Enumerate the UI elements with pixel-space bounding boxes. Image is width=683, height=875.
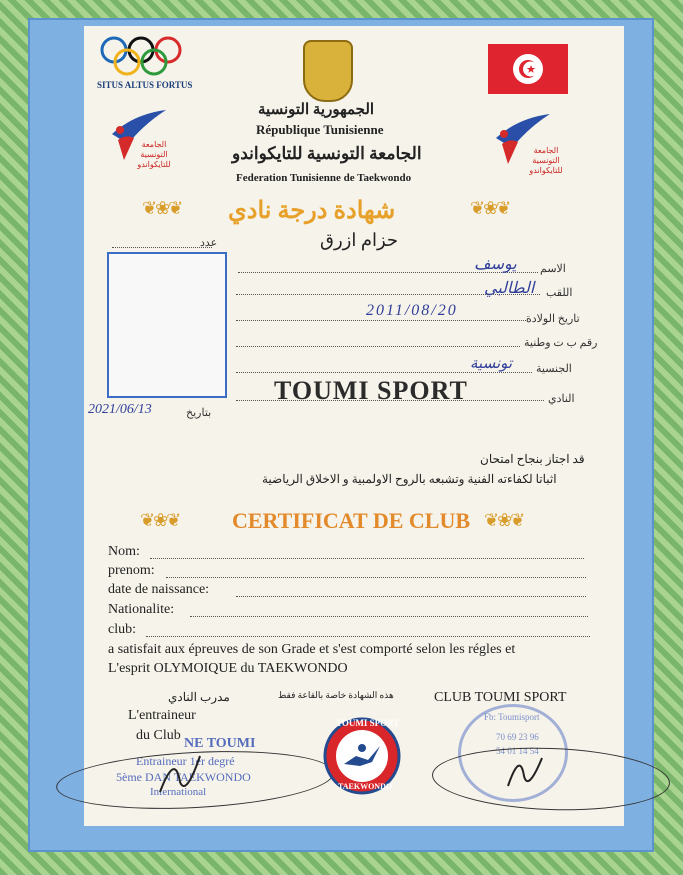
club-fr-line: [146, 636, 590, 637]
birth-fr-label: date de naissance:: [108, 582, 210, 597]
olympic-motto: SITUS ALTUS FORTUS: [97, 80, 193, 90]
tunisia-flag-icon: [488, 44, 568, 94]
statement-fr-line1: a satisfait aux épreuves de son Grade et s'est comporté selon les régles et: [108, 642, 516, 657]
name-value: يوسف: [474, 256, 517, 273]
id-line: [236, 346, 520, 347]
nationality-label: الجنسية: [536, 363, 572, 375]
photo-box: [107, 252, 227, 398]
federation-logo-right-text: الجامعة التونسية للتايكواندو: [529, 146, 563, 175]
id-label: رقم ب ت وطنية: [524, 337, 598, 349]
signature-right: [500, 746, 550, 796]
birth-label: تاريخ الولادة: [526, 313, 580, 325]
republic-french: République Tunisienne: [256, 122, 384, 137]
ornament-right: ❦❀❦: [470, 198, 510, 218]
club-certificate-title: CERTIFICAT DE CLUB: [232, 508, 471, 533]
club-value: TOUMI SPORT: [274, 376, 468, 405]
coach-stamp-line2: Entraineur 1er degré: [136, 754, 235, 768]
olympic-rings-icon: [96, 34, 204, 78]
number-line: [112, 247, 212, 248]
signature-left: [150, 742, 210, 802]
federation-arabic: الجامعة التونسية للتايكواندو: [232, 144, 422, 163]
nationality-value: تونسية: [470, 356, 513, 372]
prenom-line: [166, 577, 586, 578]
club-label: النادي: [548, 393, 575, 405]
coach-stamp-name: NE TOUMI: [184, 736, 256, 751]
republic-arabic: الجمهورية التونسية: [258, 102, 375, 118]
number-label: عدد: [200, 237, 218, 249]
ornament-left: ❦❀❦: [142, 198, 182, 218]
surname-label: اللقب: [546, 287, 573, 299]
ornament-club-right: ❦❀❦: [484, 510, 524, 530]
notice-arabic: هذه الشهادة خاصة بالقاعة فقط: [278, 690, 394, 700]
belt-title: حزام ازرق: [320, 230, 399, 250]
statement-line2: اثباتا لكفاءته الفنية وتشبعه بالروح الاولمبية و الاخلاق الرياضية: [262, 472, 557, 486]
nationalite-label: Nationalite:: [108, 602, 175, 617]
name-label: الاسم: [540, 263, 566, 275]
birth-value: 2011/08/20: [366, 302, 458, 319]
nom-label: Nom:: [108, 544, 140, 559]
ornament-club-left: ❦❀❦: [140, 510, 180, 530]
logo-bottom-text: TAEKWONDO: [338, 782, 393, 791]
federation-logo-left-text: الجامعة التونسية للتايكواندو: [137, 140, 171, 169]
certificate-title-arabic: شهادة درجة نادي: [228, 198, 396, 224]
statement-line1: قد اجتاز بنجاح امتحان: [480, 452, 585, 466]
statement-fr-line2: L'esprit OLYMOIQUE du TAEKWONDO: [108, 661, 348, 676]
nationalite-line: [190, 616, 588, 617]
round-stamp-phone2: 54 01 14 54: [496, 746, 539, 756]
federation-french: Federation Tunisienne de Taekwondo: [236, 172, 412, 184]
date-label: بتاريخ: [186, 407, 212, 419]
birth-fr-line: [236, 596, 586, 597]
surname-value: الطالبي: [484, 280, 535, 297]
round-stamp-phone1: 70 69 23 96: [496, 732, 539, 742]
round-stamp-top: Fb: Toumisport: [484, 712, 540, 722]
prenom-label: prenom:: [108, 563, 155, 578]
coach-french-2: du Club: [136, 728, 181, 743]
coach-stamp-line3: 5ème DAN TAEKWONDO: [116, 770, 251, 784]
birth-line: [236, 320, 526, 321]
coach-french-1: L'entraineur: [128, 708, 196, 723]
club-fr-label: club:: [108, 622, 136, 637]
club-name-footer: CLUB TOUMI SPORT: [434, 690, 567, 705]
tunisia-seal-icon: [303, 40, 353, 102]
coach-arabic: مدرب النادي: [168, 690, 230, 704]
nom-line: [150, 558, 584, 559]
logo-top-text: TOUMI SPORT: [336, 718, 400, 728]
coach-stamp-line4: International: [150, 786, 207, 798]
date-value: 2021/06/13: [88, 402, 152, 417]
